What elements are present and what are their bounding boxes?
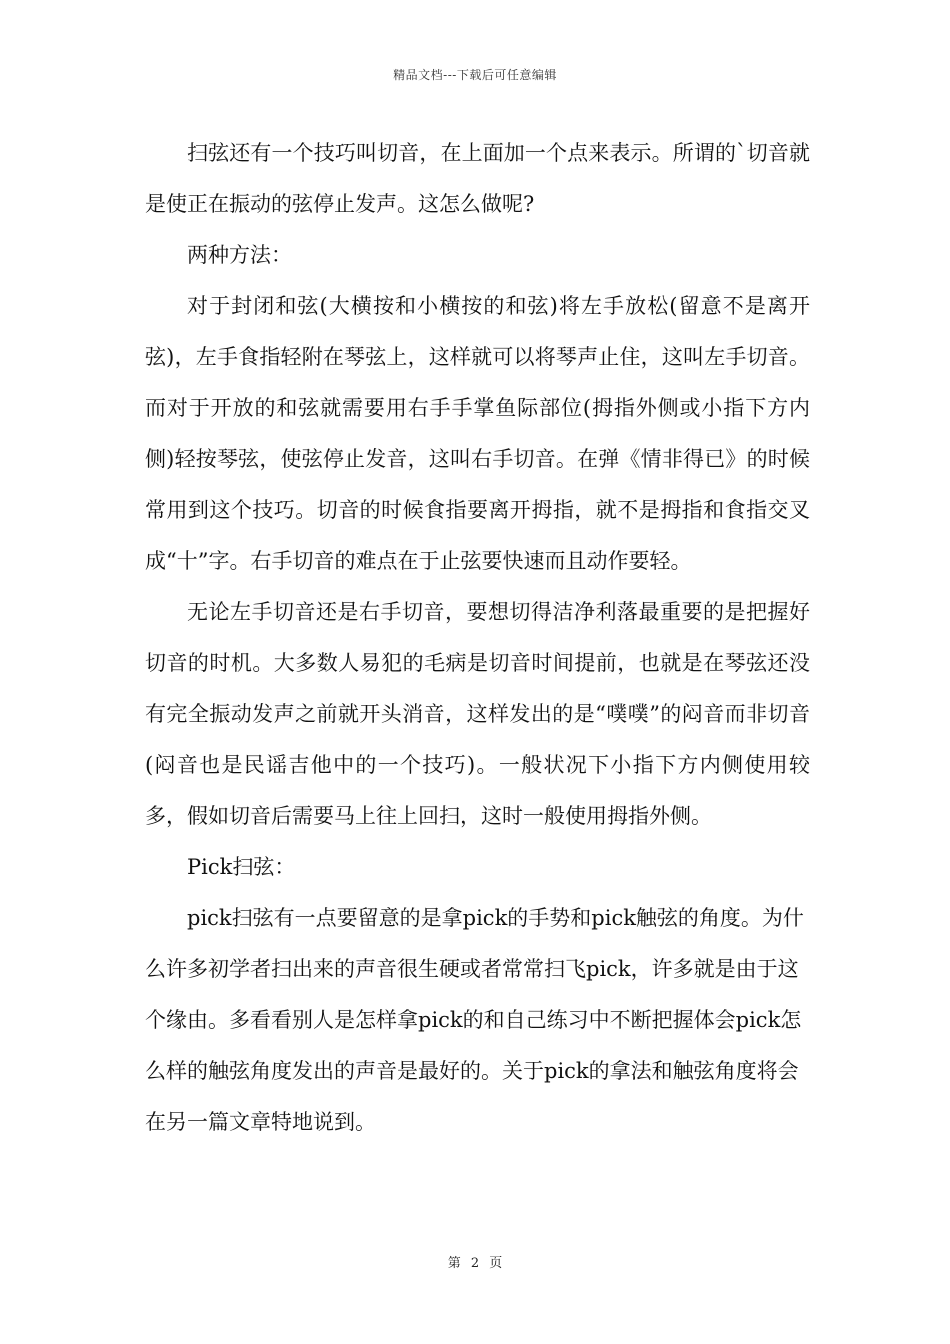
footer-suffix: 页 bbox=[489, 1256, 503, 1271]
paragraph-pick-heading: Pick扫弦： bbox=[187, 855, 296, 879]
body-text bbox=[145, 128, 810, 1148]
page-header: 精品文档---下载后可任意编辑 bbox=[393, 68, 557, 82]
paragraph-strum-muting: 扫弦还有一个技巧叫切音，在上面加一个点来表示。所谓的`切音就是使正在振动的弦停止发声。这怎么做呢? bbox=[145, 141, 810, 216]
page-number: 2 bbox=[470, 1256, 480, 1271]
paragraph-left-right-muting: 对于封闭和弦(大横按和小横按的和弦)将左手放松(留意不是离开弦)，左手食指轻附在琴弦上，这样就可以将琴声止住，这叫左手切音。而对于开放的和弦就需要用右手手掌鱼际部位(拇指外侧或小指下方内侧)轻按琴弦，使弦停止发音，这叫右手切音。在弹《情非得已》的时候常用到这个技巧。切音的时候食指要离开拇指，就不是拇指和食指交叉成“十”字。右手切音的难点在于止弦要快速而且动作要轻。 bbox=[145, 294, 810, 573]
footer-prefix: 第 bbox=[447, 1256, 461, 1271]
paragraph-timing: 无论左手切音还是右手切音，要想切得洁净利落最重要的是把握好切音的时机。大多数人易犯的毛病是切音时间提前，也就是在琴弦还没有完全振动发声之前就开头消音，这样发出的是“噗噗”的闷音而非切音(闷音也是民谣吉他中的一个技巧)。一般状况下小指下方内侧使用较多，假如切音后需要马上往上回扫，这时一般使用拇指外侧。 bbox=[145, 600, 810, 828]
paragraph-two-methods: 两种方法： bbox=[187, 243, 292, 267]
paragraph-pick-strumming: pick扫弦有一点要留意的是拿pick的手势和pick触弦的角度。为什么许多初学者扫出来的声音很生硬或者常常扫飞pick，许多就是由于这个缘由。多看看别人是怎样拿pick的和自己练习中不断把握体会pick怎么样的触弦角度发出的声音是最好的。关于pick的拿法和触弦角度将会在另一篇文章特地说到。 bbox=[145, 906, 804, 1134]
page-footer bbox=[0, 1252, 950, 1271]
